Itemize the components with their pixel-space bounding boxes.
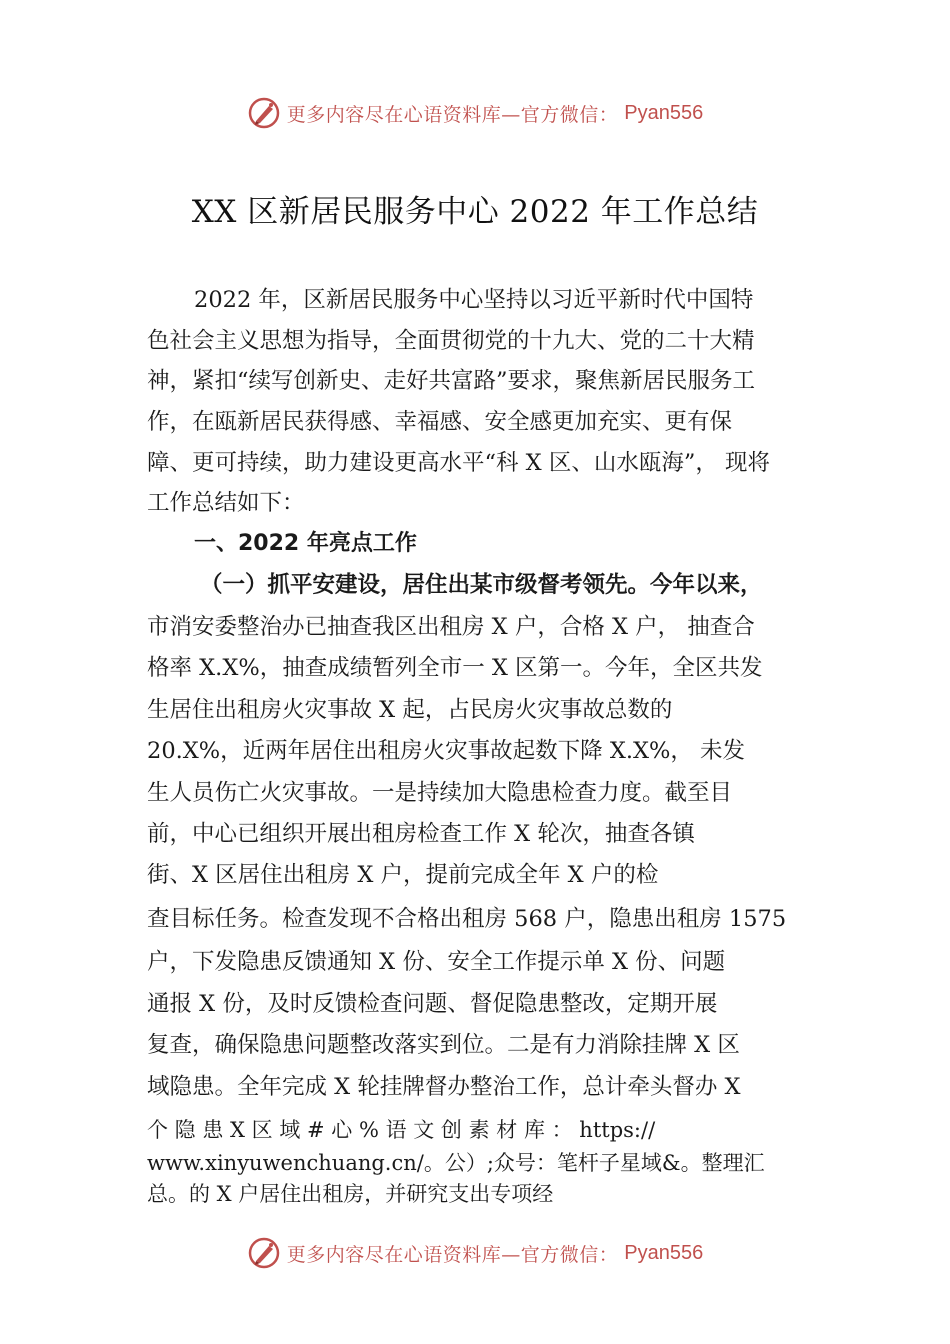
subsection-heading: （一）抓平安建设，居住出某市级督考领先。今年以来， <box>200 572 763 598</box>
body-line: 街、X 区居住出租房 X 户，提前完成全年 X 户的检 <box>147 862 659 888</box>
body-line: 总。的 X 户居住出租房，并研究支出专项经 <box>147 1182 554 1206</box>
body-line: 神，紧扣“续写创新史、走好共富路”要求，聚焦新居民服务工 <box>147 368 756 394</box>
body-line: 生居住出租房火灾事故 X 起，占民房火灾事故总数的 <box>147 697 673 723</box>
body-line: 前，中心已组织开展出租房检查工作 X 轮次，抽查各镇 <box>147 821 695 847</box>
body-line: 作，在瓯新居民获得感、幸福感、安全感更加充实、更有保 <box>147 409 733 435</box>
body-line: 通报 X 份，及时反馈检查问题、督促隐患整改，定期开展 <box>147 991 718 1017</box>
body-line: 域隐患。全年完成 X 轮挂牌督办整治工作，总计牵头督办 X <box>147 1074 741 1100</box>
document-title: XX 区新居民服务中心 2022 年工作总结 <box>191 194 759 230</box>
body-line: 障、更可持续，助力建设更高水平“科 X 区、山水瓯海”， 现将 <box>147 450 770 476</box>
banner-wechat-id: Pyan556 <box>624 1241 704 1264</box>
body-line: 查目标任务。检查发现不合格出租房 568 户，隐患出租房 1575 <box>147 906 787 932</box>
body-line: 2022 年，区新居民服务中心坚持以习近平新时代中国特 <box>194 287 754 313</box>
banner-text: 更多内容尽在心语资料库—官方微信： <box>286 1243 619 1266</box>
body-line: 复查，确保隐患问题整改落实到位。二是有力消除挂牌 X 区 <box>147 1032 740 1058</box>
body-line: 个 隐 患 X 区 域 # 心 % 语 文 创 素 材 库 ： https:// <box>147 1118 656 1142</box>
banner-text: 更多内容尽在心语资料库—官方微信： <box>286 103 619 126</box>
pen-logo-icon <box>247 96 281 130</box>
footer-banner <box>0 1233 950 1273</box>
body-line: 20.X%，近两年居住出租房火灾事故起数下降 X.X%， 未发 <box>147 738 746 764</box>
body-line: 格率 X.X%，抽查成绩暂列全市一 X 区第一。今年，全区共发 <box>147 655 763 681</box>
body-line: 工作总结如下： <box>147 490 305 516</box>
body-line: 市消安委整治办已抽查我区出租房 X 户，合格 X 户， 抽查合 <box>147 614 755 640</box>
pen-logo-icon <box>247 1236 281 1270</box>
banner-wechat-id: Pyan556 <box>624 101 704 124</box>
body-line: 色社会主义思想为指导，全面贯彻党的十九大、党的二十大精 <box>147 328 755 354</box>
header-banner <box>0 93 950 133</box>
body-line: 生人员伤亡火灾事故。一是持续加大隐患检查力度。截至目 <box>147 780 733 806</box>
body-line: www.xinyuwenchuang.cn/。公）;众号：笔杆子星域&。整理汇 <box>147 1151 765 1175</box>
section-heading: 一、2022 年亮点工作 <box>194 531 417 556</box>
body-line: 户，下发隐患反馈通知 X 份、安全工作提示单 X 份、问题 <box>147 949 726 975</box>
